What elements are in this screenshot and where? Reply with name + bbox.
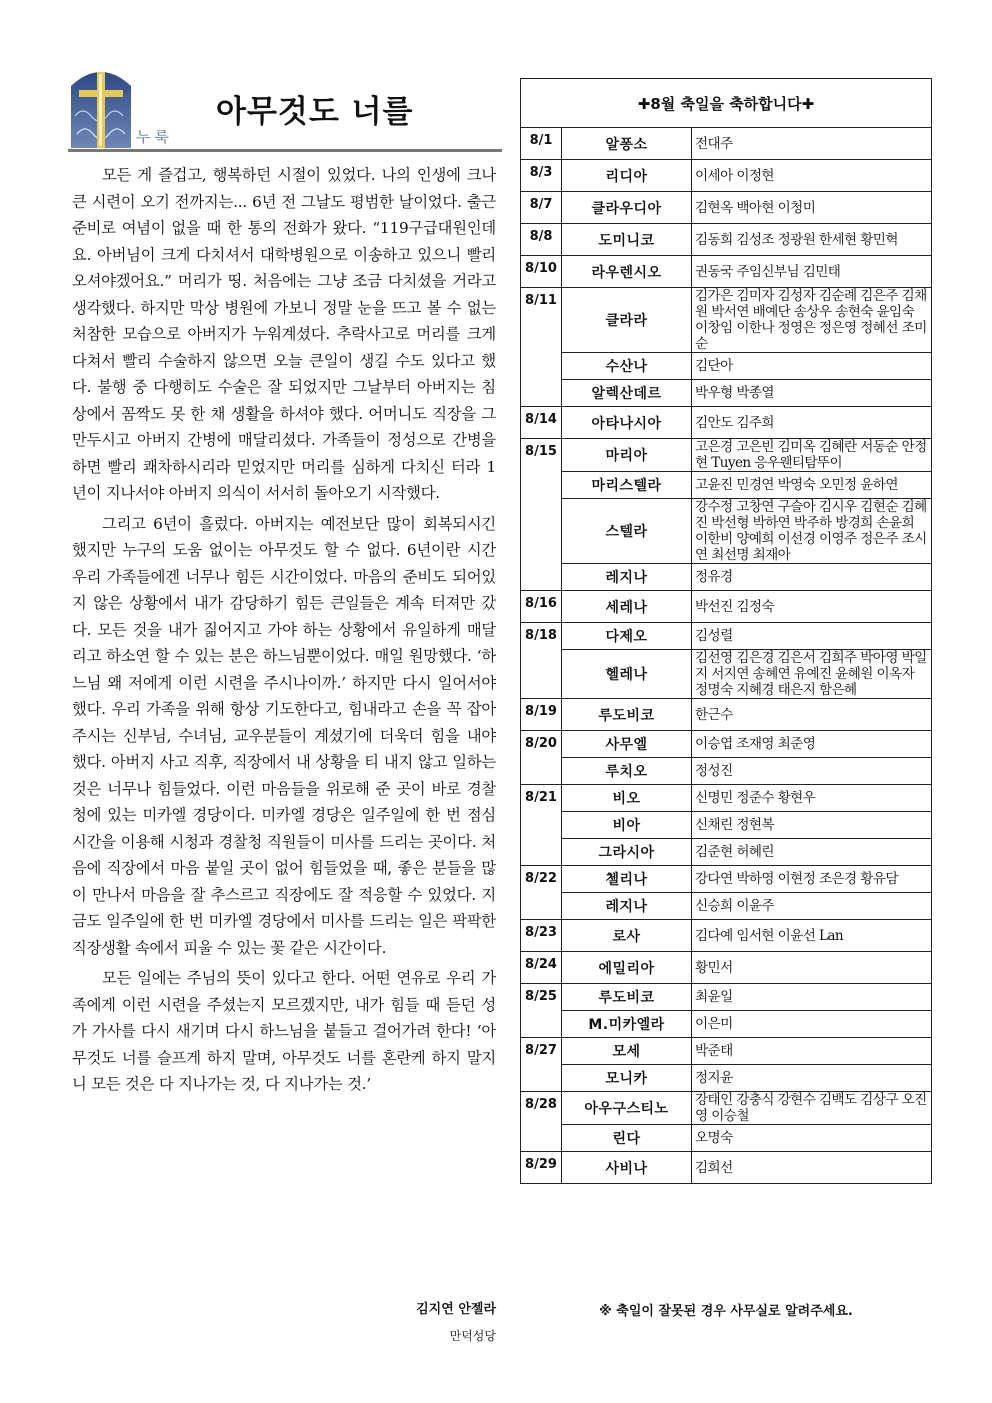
feast-member-names: 오명숙 <box>692 1125 932 1152</box>
feast-saint-name: 도미니코 <box>562 224 692 256</box>
feast-row <box>521 984 932 1011</box>
feast-date: 8/24 <box>521 952 562 984</box>
feast-saint-name: 라우렌시오 <box>562 256 692 288</box>
article-body <box>72 162 496 1102</box>
feast-saint-name: 로사 <box>562 920 692 952</box>
feast-row <box>521 952 932 984</box>
feast-row <box>521 288 932 353</box>
feast-saint-name: 에밀리아 <box>562 952 692 984</box>
feast-date: 8/1 <box>521 128 562 160</box>
feast-member-names: 신승희 이윤주 <box>692 893 932 920</box>
feast-saint-name: 헬레나 <box>562 650 692 699</box>
feast-date: 8/27 <box>521 1038 562 1092</box>
feast-date: 8/10 <box>521 256 562 288</box>
feast-member-names: 박우형 박종열 <box>692 380 932 407</box>
feast-saint-name: 첼리나 <box>562 866 692 893</box>
feast-row <box>521 1065 932 1092</box>
feast-date: 8/16 <box>521 591 562 623</box>
feast-member-names: 정성진 <box>692 758 932 785</box>
feast-saint-name: 알퐁소 <box>562 128 692 160</box>
feast-row <box>521 866 932 893</box>
feast-row <box>521 1125 932 1152</box>
feast-row <box>521 160 932 192</box>
feast-member-names: 강태인 강충식 강현수 김백도 김상구 오진영 이승철 <box>692 1092 932 1125</box>
feast-member-names: 이세아 이정현 <box>692 160 932 192</box>
feast-date: 8/29 <box>521 1152 562 1184</box>
feast-saint-name: 그라시아 <box>562 839 692 866</box>
feast-saint-name: 리디아 <box>562 160 692 192</box>
feast-row <box>521 731 932 758</box>
feast-saint-name: 루도비코 <box>562 699 692 731</box>
feast-member-names: 김희선 <box>692 1152 932 1184</box>
article-title: 아무것도 너를 <box>216 94 414 130</box>
article-parish: 만덕성당 <box>449 1329 496 1343</box>
feast-date: 8/7 <box>521 192 562 224</box>
feast-member-names: 이승엽 조재영 최준영 <box>692 731 932 758</box>
feast-row <box>521 758 932 785</box>
feast-row <box>521 591 932 623</box>
feast-member-names: 김단아 <box>692 353 932 380</box>
feast-saint-name: 아우구스티노 <box>562 1092 692 1125</box>
feast-member-names: 김선영 김은경 김은서 김희주 박아영 박일지 서지연 송혜연 유예진 윤혜원 이옥자 정명숙 지혜경 태은지 함은혜 <box>692 650 932 699</box>
feast-date: 8/25 <box>521 984 562 1038</box>
feast-date: 8/22 <box>521 866 562 920</box>
feast-member-names: 최윤일 <box>692 984 932 1011</box>
feast-date: 8/28 <box>521 1092 562 1152</box>
header-divider <box>68 149 502 152</box>
feast-saint-name: 클라라 <box>562 288 692 353</box>
feast-date: 8/21 <box>521 785 562 866</box>
feast-saint-name: 클라우디아 <box>562 192 692 224</box>
feast-member-names: 김현옥 백아현 이청미 <box>692 192 932 224</box>
feast-date: 8/11 <box>521 288 562 407</box>
feast-row <box>521 1152 932 1184</box>
feast-day-table <box>520 78 932 1184</box>
feast-member-names: 고윤진 민경연 박영숙 오민정 윤하연 <box>692 472 932 499</box>
feast-saint-name: 세레나 <box>562 591 692 623</box>
feast-row <box>521 839 932 866</box>
feast-saint-name: 비아 <box>562 812 692 839</box>
feast-row <box>521 407 932 439</box>
feast-row <box>521 920 932 952</box>
feast-saint-name: M.미카엘라 <box>562 1011 692 1038</box>
feast-member-names: 신명민 정준수 황현우 <box>692 785 932 812</box>
feast-row <box>521 785 932 812</box>
feast-date: 8/18 <box>521 623 562 699</box>
feast-date: 8/20 <box>521 731 562 785</box>
feast-saint-name: 사무엘 <box>562 731 692 758</box>
feast-saint-name: 모세 <box>562 1038 692 1065</box>
feast-saint-name: 사비나 <box>562 1152 692 1184</box>
feast-row <box>521 499 932 564</box>
article-paragraph: 그리고 6년이 흘렀다. 아버지는 예전보단 많이 회복되시긴 했지만 누구의 도움 없이는 아무것도 할 수 없다. 6년이란 시간 우리 가족들에겐 너무나 힘든 시간이었다. 마음의 준비도 되어있지 않은 상황에서 내가 감당하기 힘든 큰일들은 계속 터져만 갔다. 모든 것을 내가 짊어지고 가야 하는 상황에서 유일하게 매달리고 하소연 할 수 있는 분은 하느님뿐이었다. 매일 원망했다. ‘하느님 왜 저에게 이런 시련을 주시나이까.’ 하지만 다시 일어서야 했다. 우리 가족을 위해 항상 기도한다고, 힘내라고 손을 꼭 잡아주시는 신부님, 수녀님, 교우분들이 계셨기에 더욱더 힘을 내야 했다. 아버지 사고 직후, 직장에서 내 상황을 티 내지 않고 일하는 것은 너무나 힘들었다. 이런 마음들을 위로해 준 곳이 바로 경찰청에 있는 미카엘 경당이다. 미카엘 경당은 일주일에 한 번 점심시간을 이용해 시청과 경찰청 직원들이 미사를 드리는 곳이다. 처음에 직장에서 마음 붙일 곳이 없어 힘들었을 때, 좋은 분들을 많이 만나서 마음을 잘 추스르고 직장에도 잘 적응할 수 있었다. 지금도 일주일에 한 번 미카엘 경당에서 미사를 드리는 일은 팍팍한 직장생활 속에서 피울 수 있는 꽃 같은 시간이다. <box>72 514 496 957</box>
feast-member-names: 김가은 김미자 김성자 김순례 김은주 김채원 박서연 배예단 송상우 송현숙 윤임숙 이창임 이한나 정영은 정은영 정혜선 조미순 <box>692 288 932 353</box>
feast-row <box>521 623 932 650</box>
feast-member-names: 전대주 <box>692 128 932 160</box>
feast-member-names: 강다연 박하영 이현정 조은경 황유담 <box>692 866 932 893</box>
feast-member-names: 정유경 <box>692 564 932 591</box>
feast-saint-name: 다제오 <box>562 623 692 650</box>
feast-row <box>521 439 932 472</box>
feast-row <box>521 192 932 224</box>
feast-row <box>521 256 932 288</box>
feast-row <box>521 224 932 256</box>
feast-member-names: 김준현 허혜린 <box>692 839 932 866</box>
feast-member-names: 고은경 고은빈 김미옥 김혜란 서동순 안정현 Tuyen 응우웬티탐뚜이 <box>692 439 932 472</box>
feast-row <box>521 380 932 407</box>
article-paragraph: 모든 일에는 주님의 뜻이 있다고 한다. 어떤 연유로 우리 가족에게 이런 시련을 주셨는지 모르겠지만, 내가 힘들 때 듣던 성가 가사를 다시 새기며 다시 하느님을 붙들고 걸어가려 한다! ‘아무것도 너를 슬프게 하지 말며, 아무것도 너를 혼란케 하지 말지니 모든 것은 다 지나가는 것, 다 지나가는 것.’ <box>72 969 496 1093</box>
feast-member-names: 김다예 임서현 이윤선 Lan <box>692 920 932 952</box>
feast-saint-name: 알렉산데르 <box>562 380 692 407</box>
feast-row <box>521 699 932 731</box>
feast-date: 8/14 <box>521 407 562 439</box>
feast-member-names: 한근수 <box>692 699 932 731</box>
feast-saint-name: 수산나 <box>562 353 692 380</box>
section-label: 누룩 <box>136 128 173 146</box>
feast-row <box>521 1038 932 1065</box>
feast-member-names: 권동국 주임신부님 김민태 <box>692 256 932 288</box>
feast-saint-name: 스텔라 <box>562 499 692 564</box>
feast-row <box>521 650 932 699</box>
feast-member-names: 신채린 정현복 <box>692 812 932 839</box>
feast-member-names: 박준태 <box>692 1038 932 1065</box>
feast-date: 8/15 <box>521 439 562 591</box>
feast-date: 8/23 <box>521 920 562 952</box>
feast-saint-name: 루도비코 <box>562 984 692 1011</box>
article-header <box>68 62 502 154</box>
feast-saint-name: 비오 <box>562 785 692 812</box>
article-paragraph: 모든 게 즐겁고, 행복하던 시절이 있었다. 나의 인생에 크나큰 시련이 오기 전까지는... 6년 전 그날도 평범한 날이었다. 출근 준비로 여념이 없을 때 한 통의 전화가 왔다. “119구급대원인데요. 아버님이 크게 다치셔서 대학병원으로 이송하고 있으니 빨리 오셔야겠어요.” 머리가 띵. 처음에는 그냥 조금 다치셨을 거라고 생각했다. 하지만 막상 병원에 가보니 정말 눈을 뜨고 볼 수 없는 처참한 모습으로 아버지가 누워계셨다. 추락사고로 머리를 크게 다쳐서 빨리 수술하지 않으면 오늘 큰일이 생길 수도 있다고 했다. 불행 중 다행히도 수술은 잘 되었지만 그날부터 아버지는 침상에서 꼼짝도 못 한 채 생활을 하셔야 했다. 어머니도 직장을 그만두시고 아버지 간병에 매달리셨다. 가족들이 정성으로 간병을 하면 빨리 쾌차하시리라 믿었지만 머리를 심하게 다치신 터라 1년이 지나서야 아버지 의식이 서서히 돌아오기 시작했다. <box>72 166 496 502</box>
feast-row <box>521 1011 932 1038</box>
feast-table-title: ✚8월 축일을 축하합니다✚ <box>521 79 932 128</box>
feast-saint-name: 린다 <box>562 1125 692 1152</box>
cross-window-logo-icon <box>71 64 131 148</box>
feast-row <box>521 472 932 499</box>
feast-saint-name: 마리스텔라 <box>562 472 692 499</box>
feast-member-names: 정지윤 <box>692 1065 932 1092</box>
feast-row <box>521 893 932 920</box>
feast-member-names: 이은미 <box>692 1011 932 1038</box>
feast-notice: ※ 축일이 잘못된 경우 사무실로 알려주세요. <box>599 1304 853 1319</box>
feast-row <box>521 353 932 380</box>
feast-date: 8/8 <box>521 224 562 256</box>
feast-member-names: 강수정 고창연 구슬아 김시우 김현순 김혜진 박선형 박하연 박주하 방경희 손윤희 이한비 양예희 이선경 이영주 정은주 조시연 최선명 최재아 <box>692 499 932 564</box>
article-author: 김지연 안젤라 <box>416 1302 496 1317</box>
feast-member-names: 박선진 김정숙 <box>692 591 932 623</box>
feast-member-names: 황민서 <box>692 952 932 984</box>
feast-saint-name: 레지나 <box>562 564 692 591</box>
feast-member-names: 김동희 김성조 정광원 한세현 황민혁 <box>692 224 932 256</box>
feast-row <box>521 564 932 591</box>
feast-date: 8/19 <box>521 699 562 731</box>
feast-saint-name: 마리아 <box>562 439 692 472</box>
feast-saint-name: 루치오 <box>562 758 692 785</box>
feast-saint-name: 모니카 <box>562 1065 692 1092</box>
feast-row <box>521 1092 932 1125</box>
feast-saint-name: 레지나 <box>562 893 692 920</box>
feast-saint-name: 아타나시아 <box>562 407 692 439</box>
feast-row <box>521 128 932 160</box>
feast-date: 8/3 <box>521 160 562 192</box>
feast-member-names: 김안도 김주희 <box>692 407 932 439</box>
feast-row <box>521 812 932 839</box>
feast-member-names: 김성렬 <box>692 623 932 650</box>
